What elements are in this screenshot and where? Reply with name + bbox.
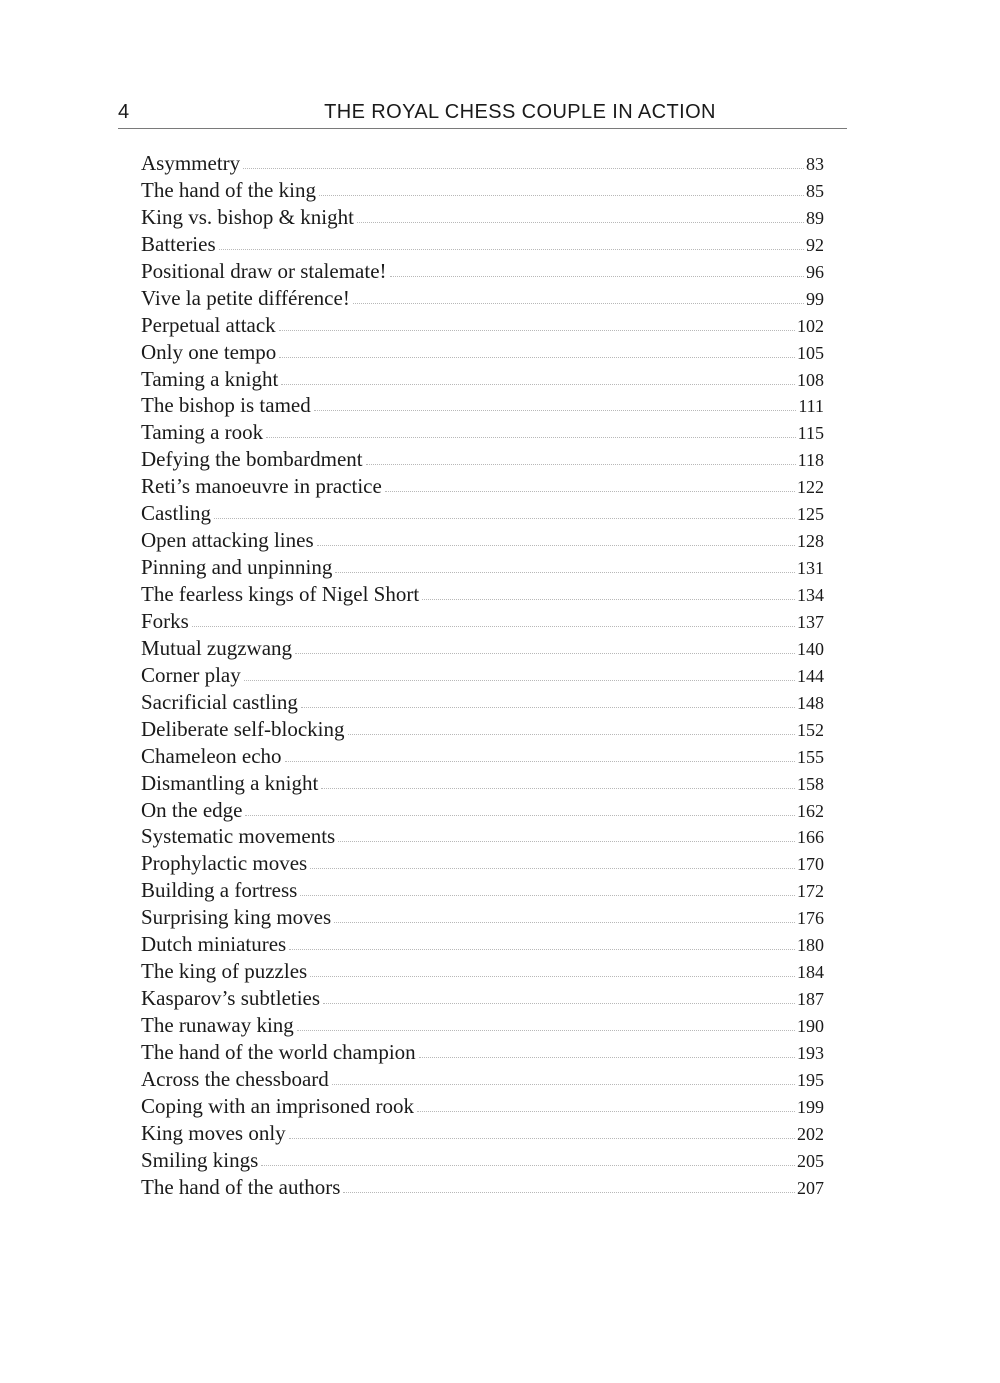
dot-leader (335, 572, 795, 573)
toc-entry (141, 931, 824, 958)
toc-entry (141, 366, 824, 393)
toc-entry (141, 1039, 824, 1066)
toc-entry-title: Castling (141, 501, 212, 526)
toc-entry (141, 716, 824, 743)
dot-leader (243, 168, 804, 169)
dot-leader (357, 222, 804, 223)
toc-entry (141, 1120, 824, 1147)
toc-entry (141, 177, 824, 204)
toc-entry-page-number: 176 (797, 908, 824, 929)
toc-entry-title: Smiling kings (141, 1147, 259, 1172)
toc-entry-page-number: 89 (806, 207, 824, 228)
page-number: 4 (118, 101, 130, 123)
dot-leader (192, 626, 795, 627)
toc-entry-page-number: 128 (797, 531, 824, 552)
toc-entry-title: Corner play (141, 662, 241, 687)
toc-entry-page-number: 184 (797, 962, 824, 983)
toc-entry (141, 985, 824, 1012)
toc-entry (141, 797, 824, 824)
toc-entry (141, 1147, 824, 1174)
toc-entry-page-number: 195 (797, 1069, 824, 1090)
toc-entry-page-number: 134 (797, 585, 824, 605)
toc-entry (141, 392, 824, 419)
dot-leader (319, 195, 804, 196)
toc-entry-page-number: 125 (797, 504, 824, 525)
toc-entry-title: Building a fortress (141, 878, 298, 903)
dot-leader (366, 464, 796, 465)
dot-leader (281, 384, 795, 385)
toc-entry-page-number: 85 (806, 180, 824, 201)
toc-entry (141, 1093, 824, 1120)
toc-entry (141, 231, 824, 258)
toc-entry (141, 823, 824, 850)
toc-entry (141, 770, 824, 797)
dot-leader (390, 276, 804, 277)
toc-entry-title: Defying the bombardment (141, 447, 363, 472)
toc-entry-page-number: 144 (797, 665, 824, 686)
toc-entry (141, 608, 824, 635)
toc-entry-title: Systematic movements (141, 824, 336, 849)
toc-entry (141, 150, 824, 177)
toc-entry-page-number: 205 (797, 1150, 824, 1171)
dot-leader (348, 734, 796, 735)
toc-entry-page-number: 92 (806, 234, 824, 255)
toc-entry (141, 1174, 824, 1201)
dot-leader (244, 680, 795, 681)
toc-entry-page-number: 105 (797, 342, 824, 363)
toc-entry-page-number: 102 (797, 315, 824, 336)
dot-leader (334, 922, 795, 923)
dot-leader (317, 545, 795, 546)
toc-entry-title: The hand of the king (141, 177, 316, 202)
dot-leader (297, 1030, 795, 1031)
toc-entry-title: Taming a rook (141, 420, 264, 445)
toc-entry-page-number: 96 (806, 261, 824, 282)
toc-entry-page-number: 193 (797, 1042, 824, 1063)
toc-entry (141, 635, 824, 662)
toc-entry-title: The hand of the world champion (141, 1039, 416, 1064)
toc-entry-page-number: 180 (797, 935, 824, 956)
running-title: THE ROYAL CHESS COUPLE IN ACTION (324, 101, 716, 123)
toc-entry (141, 473, 824, 500)
dot-leader (310, 868, 795, 869)
toc-entry (141, 904, 824, 931)
toc-entry (141, 312, 824, 339)
toc-entry (141, 662, 824, 689)
dot-leader (338, 841, 795, 842)
toc-entry (141, 285, 824, 312)
dot-leader (343, 1192, 795, 1193)
toc-entry-page-number: 202 (797, 1123, 824, 1144)
toc-entry-title: Dismantling a knight (141, 770, 319, 795)
toc-entry-title: Coping with an imprisoned rook (141, 1093, 414, 1118)
toc-entry (141, 419, 824, 446)
toc-entry-title: Reti’s manoeuvre in practice (141, 474, 382, 499)
dot-leader (279, 330, 795, 331)
toc-entry (141, 500, 824, 527)
dot-leader (417, 1111, 795, 1112)
toc-entry-page-number: 187 (797, 989, 824, 1010)
toc-entry (141, 1012, 824, 1039)
dot-leader (321, 788, 795, 789)
toc-entry-page-number: 152 (797, 719, 824, 740)
toc-entry (141, 877, 824, 904)
toc-entry-page-number: 118 (797, 450, 824, 471)
toc-entry-title: On the edge (141, 797, 243, 822)
toc-entry (141, 850, 824, 877)
dot-leader (310, 976, 795, 977)
toc-entry-title: Batteries (141, 231, 216, 256)
toc-entry-title: Dutch miniatures (141, 932, 287, 957)
dot-leader (332, 1084, 795, 1085)
toc-entry-title: The bishop is tamed (141, 393, 311, 418)
toc-entry-title: Taming a knight (141, 366, 279, 391)
toc-entry-page-number: 122 (797, 477, 824, 498)
toc-entry-title: Open attacking lines (141, 528, 314, 553)
dot-leader (279, 357, 795, 358)
toc-entry-title: Sacrificial castling (141, 689, 298, 714)
toc-entry-title: Chameleon echo (141, 743, 282, 768)
toc-entry-title: King vs. bishop & knight (141, 204, 354, 229)
toc-entry-title: Positional draw or stalemate! (141, 258, 387, 283)
toc-entry-title: Perpetual attack (141, 312, 276, 337)
toc-entry-page-number: 190 (797, 1016, 824, 1036)
toc-entry (141, 581, 824, 608)
dot-leader (385, 491, 795, 492)
toc-entry-page-number: 111 (798, 396, 824, 417)
toc-entry (141, 1066, 824, 1093)
toc-entry-page-number: 83 (806, 154, 824, 174)
toc-entry (141, 339, 824, 366)
toc-entry-page-number: 148 (797, 692, 824, 713)
dot-leader (219, 249, 804, 250)
dot-leader (289, 949, 795, 950)
toc-entry-page-number: 131 (797, 558, 824, 579)
dot-leader (245, 815, 795, 816)
toc-entry-title: The king of puzzles (141, 959, 308, 984)
dot-leader (266, 437, 795, 438)
toc-entry-title: Vive la petite différence! (141, 285, 350, 310)
toc-entry-title: Surprising king moves (141, 905, 332, 930)
dot-leader (261, 1165, 795, 1166)
toc-entry-title: Only one tempo (141, 339, 277, 364)
dot-leader (295, 653, 795, 654)
dot-leader (285, 761, 795, 762)
toc-entry (141, 527, 824, 554)
toc-entry-page-number: 162 (797, 800, 824, 821)
toc-entry-page-number: 137 (797, 611, 824, 632)
toc-entry-title: Deliberate self-blocking (141, 716, 345, 741)
dot-leader (301, 707, 795, 708)
dot-leader (422, 599, 795, 600)
toc-entry (141, 258, 824, 285)
toc-entry-page-number: 140 (797, 638, 824, 659)
page-header (118, 98, 847, 129)
dot-leader (323, 1003, 795, 1004)
dot-leader (314, 410, 797, 411)
toc-entry-title: The runaway king (141, 1013, 294, 1037)
dot-leader (214, 518, 795, 519)
dot-leader (419, 1057, 795, 1058)
toc-entry-page-number: 155 (797, 746, 824, 767)
toc-entry-title: Asymmetry (141, 151, 241, 175)
toc-entry-title: King moves only (141, 1120, 286, 1145)
toc-entry (141, 958, 824, 985)
toc-entry-title: Pinning and unpinning (141, 555, 333, 580)
table-of-contents (141, 150, 824, 1201)
toc-entry-title: Mutual zugzwang (141, 635, 293, 660)
dot-leader (300, 895, 795, 896)
toc-entry-page-number: 172 (797, 881, 824, 902)
toc-entry-title: Forks (141, 608, 189, 633)
toc-entry (141, 446, 824, 473)
toc-entry-page-number: 199 (797, 1096, 824, 1117)
toc-entry-page-number: 158 (797, 773, 824, 794)
toc-entry-title: Prophylactic moves (141, 851, 308, 876)
toc-entry-page-number: 207 (797, 1177, 824, 1198)
dot-leader (289, 1138, 795, 1139)
toc-entry (141, 204, 824, 231)
toc-entry-page-number: 166 (797, 827, 824, 848)
toc-entry-page-number: 99 (806, 288, 824, 309)
dot-leader (353, 303, 804, 304)
toc-entry-page-number: 108 (797, 369, 824, 390)
toc-entry (141, 689, 824, 716)
toc-entry-page-number: 170 (797, 854, 824, 875)
toc-entry-page-number: 115 (797, 423, 824, 444)
toc-entry (141, 554, 824, 581)
toc-entry (141, 743, 824, 770)
toc-entry-title: The fearless kings of Nigel Short (141, 582, 420, 606)
toc-entry-title: Kasparov’s subtleties (141, 986, 321, 1011)
toc-entry-title: Across the chessboard (141, 1066, 329, 1091)
toc-entry-title: The hand of the authors (141, 1174, 341, 1199)
